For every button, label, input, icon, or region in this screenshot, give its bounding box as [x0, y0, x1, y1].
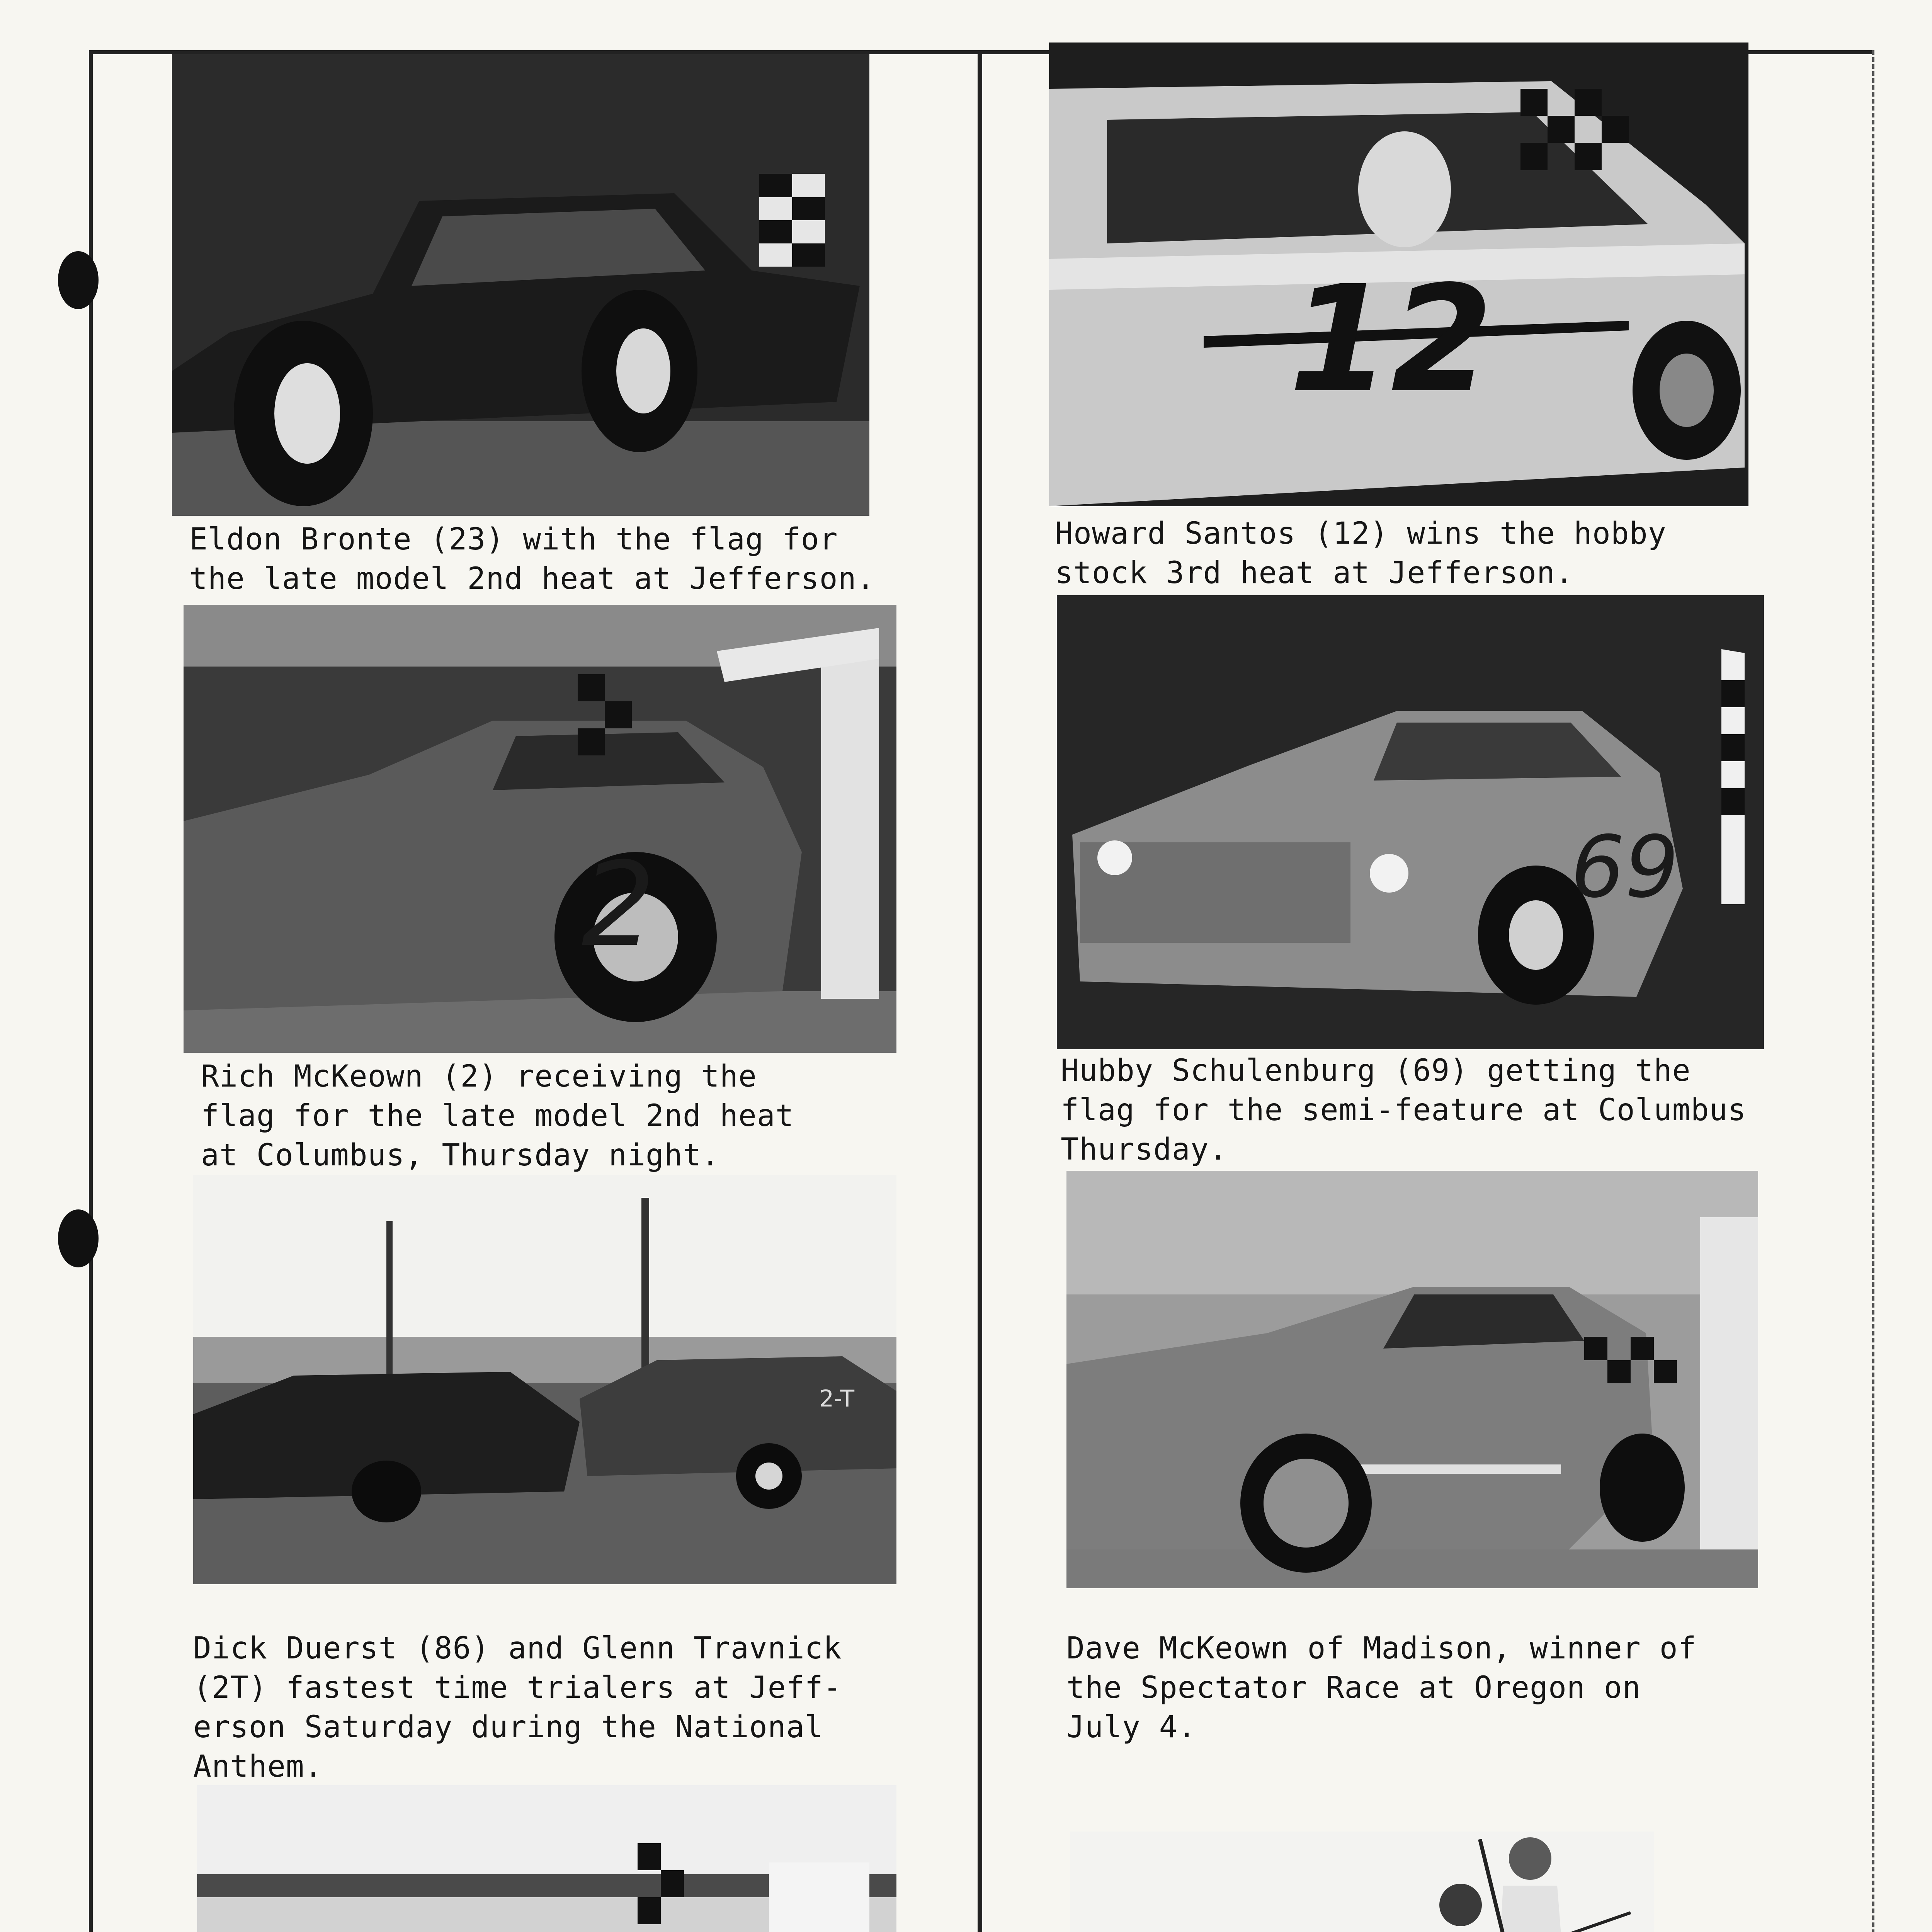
caption-howard-santos — [1055, 514, 1667, 593]
caption-line: the Spectator Race at Oregon on — [1066, 1670, 1641, 1705]
binder-hole-top — [58, 251, 99, 309]
caption-line: the late model 2nd heat at Jefferson. — [189, 561, 875, 596]
photo-rich-mckeown — [184, 605, 896, 1053]
caption-duerst-travnick — [193, 1629, 842, 1786]
caption-dave-mckeown — [1066, 1629, 1697, 1747]
caption-line: stock 3rd heat at Jefferson. — [1055, 556, 1574, 590]
car-number: 2-T — [819, 1385, 854, 1412]
photo-hubby-schulenburg — [1057, 595, 1764, 1049]
caption-eldon-bronte — [189, 520, 875, 599]
caption-line: Hubby Schulenburg (69) getting the — [1061, 1053, 1691, 1088]
caption-line: Anthem. — [193, 1749, 323, 1784]
caption-line: flag for the semi-feature at Columbus — [1061, 1093, 1747, 1128]
caption-line: Dick Duerst (86) and Glenn Travnick — [193, 1631, 842, 1666]
caption-line: Rich McKeown (2) receiving the — [201, 1059, 757, 1094]
caption-hubby-schulenburg — [1061, 1051, 1747, 1169]
caption-line: Dave McKeown of Madison, winner of — [1066, 1631, 1697, 1666]
photo-marty-holbach — [197, 1785, 896, 1932]
car-number: 12 — [1289, 254, 1493, 425]
photo-duerst-travnick — [193, 1175, 896, 1584]
caption-line: Eldon Bronte (23) with the flag for — [189, 522, 838, 557]
caption-line: at Columbus, Thursday night. — [201, 1138, 720, 1173]
photo-cleanup-crew — [1070, 1832, 1654, 1932]
car-number: 69 — [1571, 818, 1679, 917]
caption-line: flag for the late model 2nd heat — [201, 1099, 794, 1133]
caption-line: (2T) fastest time trialers at Jeff- — [193, 1670, 842, 1705]
photo-howard-santos — [1049, 43, 1748, 506]
caption-line: erson Saturday during the National — [193, 1710, 823, 1745]
page-border-right — [1872, 50, 1874, 1932]
caption-line: Thursday. — [1061, 1132, 1228, 1167]
column-divider — [978, 50, 982, 1932]
binder-hole-middle — [58, 1209, 99, 1267]
photo-eldon-bronte — [172, 54, 869, 516]
car-number: 2 — [582, 837, 655, 972]
photo-dave-mckeown — [1066, 1171, 1758, 1588]
caption-line: July 4. — [1066, 1710, 1196, 1745]
caption-line: Howard Santos (12) wins the hobby — [1055, 516, 1667, 551]
caption-rich-mckeown — [201, 1057, 794, 1175]
